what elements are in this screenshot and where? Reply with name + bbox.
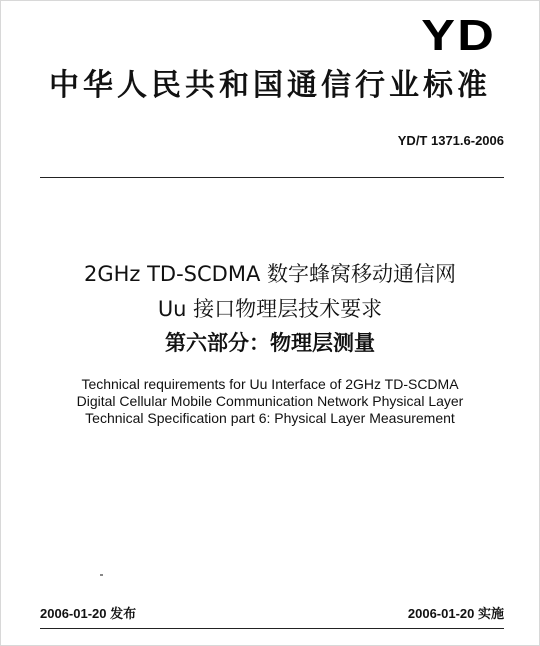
english-title-line-3: Technical Specification part 6: Physical Layer Measurement (85, 410, 455, 426)
publish-date: 2006-01-20 发布 (40, 606, 137, 621)
stray-mark (100, 574, 103, 576)
chinese-title-line-1: 2GHz TD-SCDMA 数字蜂窝移动通信网 (83, 262, 457, 286)
implement-date: 2006-01-20 实施 (407, 606, 504, 621)
yd-logo: YD (421, 11, 496, 60)
bottom-divider (40, 628, 504, 629)
english-title-line-1: Technical requirements for Uu Interface of 2GHz TD-SCDMA (81, 376, 459, 392)
chinese-title-line-3: 第六部分：物理层测量 (165, 331, 375, 355)
english-title-line-2: Digital Cellular Mobile Communication Network Physical Layer (76, 393, 464, 409)
chinese-title-line-2: Uu 接口物理层技术要求 (157, 297, 383, 321)
standard-number: YD/T 1371.6-2006 (397, 133, 504, 148)
organization-title: 中华人民共和国通信行业标准 (49, 68, 491, 103)
top-divider (40, 177, 504, 178)
